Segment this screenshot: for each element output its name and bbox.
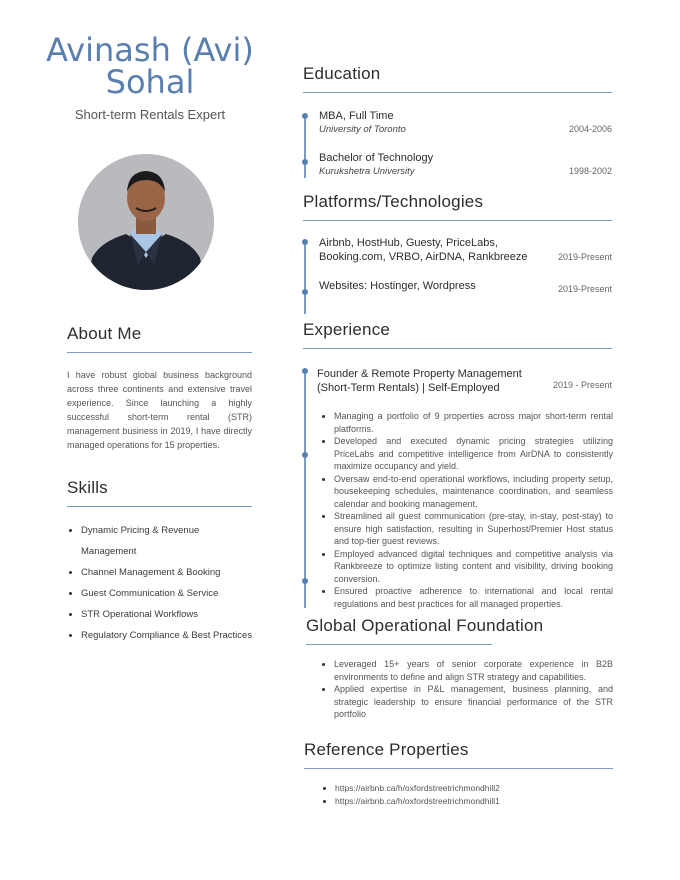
skill-item: STR Operational Workflows <box>67 604 257 625</box>
experience-bullet: Employed advanced digital techniques and competitive analysis via Rankbreeze to optimize listing content and visibility, driving booking conversion. <box>321 548 613 586</box>
about-heading: About Me <box>67 324 142 343</box>
foundation-bullet: Leveraged 15+ years of senior corporate experience in B2B environments to define and align STR strategy and capabilities. <box>321 658 613 683</box>
profile-name: Avinash (Avi) Sohal <box>46 31 254 101</box>
platform-item: Websites: Hostinger, Wordpress <box>319 280 476 292</box>
timeline-dot <box>302 239 308 245</box>
education-timeline <box>304 114 306 178</box>
skill-item: Guest Communication & Service <box>67 583 257 604</box>
foundation-bullet: Applied expertise in P&L management, business planning, and strategic leadership to ensure financial performance of the STR portfolio <box>321 683 613 721</box>
references-heading: Reference Properties <box>304 740 469 759</box>
experience-role: Founder & Remote Property Management (Short-Term Rentals) | Self-Employed <box>317 368 522 394</box>
reference-link[interactable]: https://airbnb.ca/h/oxfordstreetrichmondhill1 <box>322 795 614 808</box>
education-heading: Education <box>303 64 381 83</box>
timeline-dot <box>302 159 308 165</box>
experience-bullet: Managing a portfolio of 9 properties across major short-term rental platforms. <box>321 410 613 435</box>
platform-date: 2019-Present <box>557 284 612 294</box>
profile-subtitle: Short-term Rentals Expert <box>74 107 226 122</box>
platform-item: Airbnb, HostHub, Guesty, PriceLabs, Booking.com, VRBO, AirDNA, Rankbreeze <box>319 237 528 263</box>
experience-bullet: Ensured proactive adherence to international and local rental regulations and best practices for all managed properties. <box>321 585 613 610</box>
about-text: I have robust global business background across three continents and extensive travel experience. Since launching a highly successful short-term rental (STR) management business in 2019, I have directly managed operations for 15 properties. <box>67 370 252 450</box>
education-school: University of Toronto <box>319 124 406 135</box>
references-divider <box>304 768 613 769</box>
education-date: 2004-2006 <box>568 124 612 134</box>
skills-divider <box>67 506 252 507</box>
education-title: Bachelor of Technology <box>319 152 434 164</box>
experience-bullet: Streamlined all guest communication (pre-stay, in-stay, post-stay) to ensure high satisfaction, resulting in Superhost/Premier Host status and top-tier guest reviews. <box>321 510 613 548</box>
experience-bullet: Developed and executed dynamic pricing strategies utilizing PriceLabs and competitive intelligence from AirDNA to consistently maximize occupancy and yield. <box>321 435 613 473</box>
skill-item: Dynamic Pricing & Revenue Management <box>67 520 257 562</box>
skills-heading: Skills <box>67 478 108 497</box>
timeline-dot <box>302 452 308 458</box>
experience-date: 2019 - Present <box>552 380 612 390</box>
education-school: Kurukshetra University <box>319 166 415 177</box>
education-divider <box>303 92 612 93</box>
platform-date: 2019-Present <box>557 252 612 262</box>
platforms-timeline <box>304 240 306 314</box>
person-photo-icon <box>78 154 214 290</box>
reference-link[interactable]: https://airbnb.ca/h/oxfordstreetrichmondhill2 <box>322 782 614 795</box>
experience-bullet: Oversaw end-to-end operational workflows, including property setup, housekeeping schedules, maintenance coordination, and seamless calendar and booking management. <box>321 473 613 511</box>
platforms-heading: Platforms/Technologies <box>303 192 484 211</box>
timeline-dot <box>302 113 308 119</box>
timeline-dot <box>302 289 308 295</box>
reference-links <box>322 782 614 807</box>
timeline-dot <box>302 578 308 584</box>
about-divider <box>67 352 252 353</box>
foundation-bullets <box>321 658 613 721</box>
education-title: MBA, Full Time <box>319 110 394 122</box>
experience-bullets <box>321 410 613 610</box>
foundation-divider <box>306 644 492 645</box>
education-date: 1998-2002 <box>568 166 612 176</box>
skill-item: Regulatory Compliance & Best Practices <box>67 625 257 646</box>
foundation-heading: Global Operational Foundation <box>306 616 544 635</box>
experience-divider <box>303 348 612 349</box>
profile-photo <box>78 154 214 290</box>
experience-heading: Experience <box>303 320 391 339</box>
platforms-divider <box>303 220 612 221</box>
skill-item: Channel Management & Booking <box>67 562 257 583</box>
timeline-dot <box>302 368 308 374</box>
experience-timeline <box>304 370 306 608</box>
skills-list <box>67 520 257 646</box>
